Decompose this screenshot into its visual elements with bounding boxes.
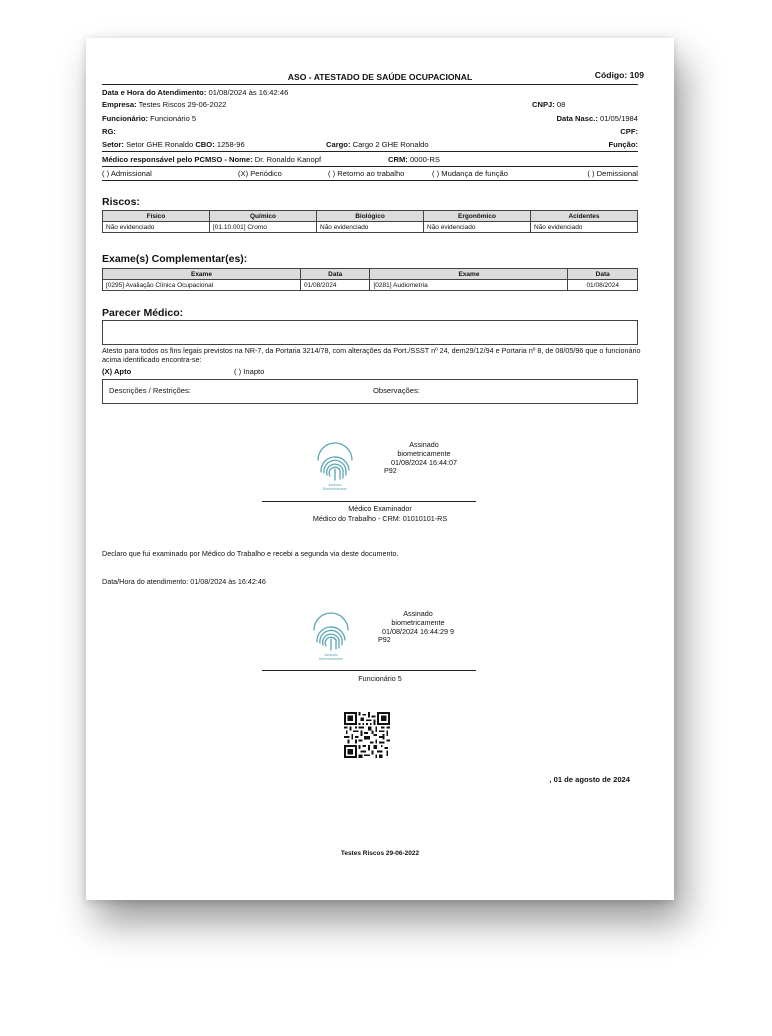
- declaration-text: Declaro que fui examinado por Médico do Trabalho e recebi a segunda via deste documento.: [102, 549, 399, 558]
- document-title: ASO - ATESTADO DE SAÚDE OCUPACIONAL: [287, 72, 473, 82]
- exames-table: [102, 268, 638, 291]
- setor-rule: [102, 151, 638, 152]
- footer-company: Testes Riscos 29-06-2022: [340, 850, 420, 857]
- aso-document-page: [86, 38, 674, 900]
- cnpj-field: CNPJ: 08: [532, 100, 566, 109]
- descricoes-label: Descrições / Restrições:: [109, 386, 191, 395]
- stamp-text-2: Biometricamente: [319, 657, 343, 661]
- funcionario-signature-text: Assinado biometricamente 01/08/2024 16:44:29 9 P92: [378, 609, 454, 645]
- cpf-field: CPF:: [620, 127, 638, 136]
- exam-type-rule: [102, 180, 638, 181]
- data-nasc-field: Data Nasc.: 01/05/1984: [556, 114, 638, 123]
- fingerprint-icon: [308, 612, 354, 662]
- exam-type-admissional: ( ) Admissional: [102, 169, 152, 178]
- declaration-datetime: Data/Hora do atendimento: 01/08/2024 às 16:42:46: [102, 577, 266, 586]
- exames-header: Data: [568, 269, 638, 280]
- inapto-option: ( ) Inapto: [234, 367, 265, 376]
- riscos-heading: Riscos:: [102, 196, 140, 208]
- document-code: Código: 109: [594, 70, 644, 80]
- riscos-table: [102, 210, 638, 233]
- stamp-text-1: Assinado: [324, 653, 338, 657]
- medico-crm: Médico do Trabalho - CRM: 01010101-RS: [312, 514, 448, 523]
- exames-cell: 01/08/2024: [300, 280, 370, 291]
- observacoes-label: Observações:: [373, 386, 420, 395]
- title-rule: [102, 84, 638, 85]
- table-row: [103, 280, 638, 291]
- atesto-paragraph: Atesto para todos os fins legais previstos na NR-7, da Portaria 3214/78, com alterações da Port./SSST nº 24, dem29/12/94 e Portaria nº 8, de 08/05/96 que o funcionário acima identificado encontra-se:: [102, 346, 641, 365]
- riscos-cell: Não evidenciado: [531, 222, 638, 233]
- apto-option: (X) Apto: [102, 367, 132, 376]
- qr-code-icon: [344, 712, 390, 758]
- funcionario-name: Funcionário 5: [358, 674, 402, 683]
- riscos-header-row: [103, 211, 638, 222]
- riscos-cell: [01.10.001] Cromo: [210, 222, 317, 233]
- medico-rule: [102, 166, 638, 167]
- riscos-header: Ergonômico: [424, 211, 531, 222]
- funcionario-line: Funcionário: Funcionário 5 Data Nasc.: 01/05/1984: [102, 114, 638, 123]
- parecer-box: [102, 320, 638, 345]
- exames-cell: [0281] Audiometria: [370, 280, 568, 291]
- fingerprint-icon: [312, 442, 358, 492]
- exames-header: Data: [300, 269, 370, 280]
- exames-header: Exame: [370, 269, 568, 280]
- apto-line: [102, 367, 638, 376]
- medico-line: Médico responsável pelo PCMSO - Nome: Dr. Ronaldo Kanopf CRM: 0000-RS: [102, 155, 440, 164]
- descricoes-box: [102, 379, 638, 404]
- parecer-heading: Parecer Médico:: [102, 307, 184, 319]
- riscos-cell: Não evidenciado: [317, 222, 424, 233]
- exames-cell: 01/08/2024: [568, 280, 638, 291]
- medico-signature-line: [262, 501, 476, 502]
- closing-date: , 01 de agosto de 2024: [549, 775, 630, 784]
- setor-line: Setor: Setor GHE Ronaldo CBO: 1258-96 Cargo: Cargo 2 GHE Ronaldo Função:: [102, 140, 638, 149]
- table-row: [103, 222, 638, 233]
- stamp-text-2: Biometricamente: [323, 487, 347, 491]
- exam-type-demissional: ( ) Demissional: [587, 169, 638, 178]
- exames-heading: Exame(s) Complementar(es):: [102, 253, 248, 265]
- exames-header: Exame: [103, 269, 301, 280]
- exam-type-mudanca: ( ) Mudança de função: [432, 169, 508, 178]
- rg-line: RG: CPF:: [102, 127, 638, 136]
- exames-header-row: [103, 269, 638, 280]
- exam-type-retorno: ( ) Retorno ao trabalho: [328, 169, 405, 178]
- exames-cell: [0295] Avaliação Clínica Ocupacional: [103, 280, 301, 291]
- stamp-text-1: Assinado: [328, 483, 342, 487]
- medico-signature-text: Assinado biometricamente 01/08/2024 16:44:07 P92: [384, 440, 457, 476]
- riscos-header: Químico: [210, 211, 317, 222]
- riscos-cell: Não evidenciado: [103, 222, 210, 233]
- riscos-header: Físico: [103, 211, 210, 222]
- atendimento-line: Data e Hora do Atendimento: 01/08/2024 às 16:42:46: [102, 88, 289, 97]
- riscos-header: Biológico: [317, 211, 424, 222]
- crm-field: CRM: 0000-RS: [388, 155, 440, 164]
- cargo-field: Cargo: Cargo 2 GHE Ronaldo: [326, 140, 429, 149]
- funcao-field: Função:: [608, 140, 638, 149]
- funcionario-signature-line: [262, 670, 476, 671]
- exam-type-periodico: (X) Periódico: [238, 169, 282, 178]
- empresa-line: Empresa: Testes Riscos 29-06-2022 CNPJ: 08: [102, 100, 566, 109]
- riscos-header: Acidentes: [531, 211, 638, 222]
- riscos-cell: Não evidenciado: [424, 222, 531, 233]
- medico-role: Médico Examinador: [348, 504, 412, 513]
